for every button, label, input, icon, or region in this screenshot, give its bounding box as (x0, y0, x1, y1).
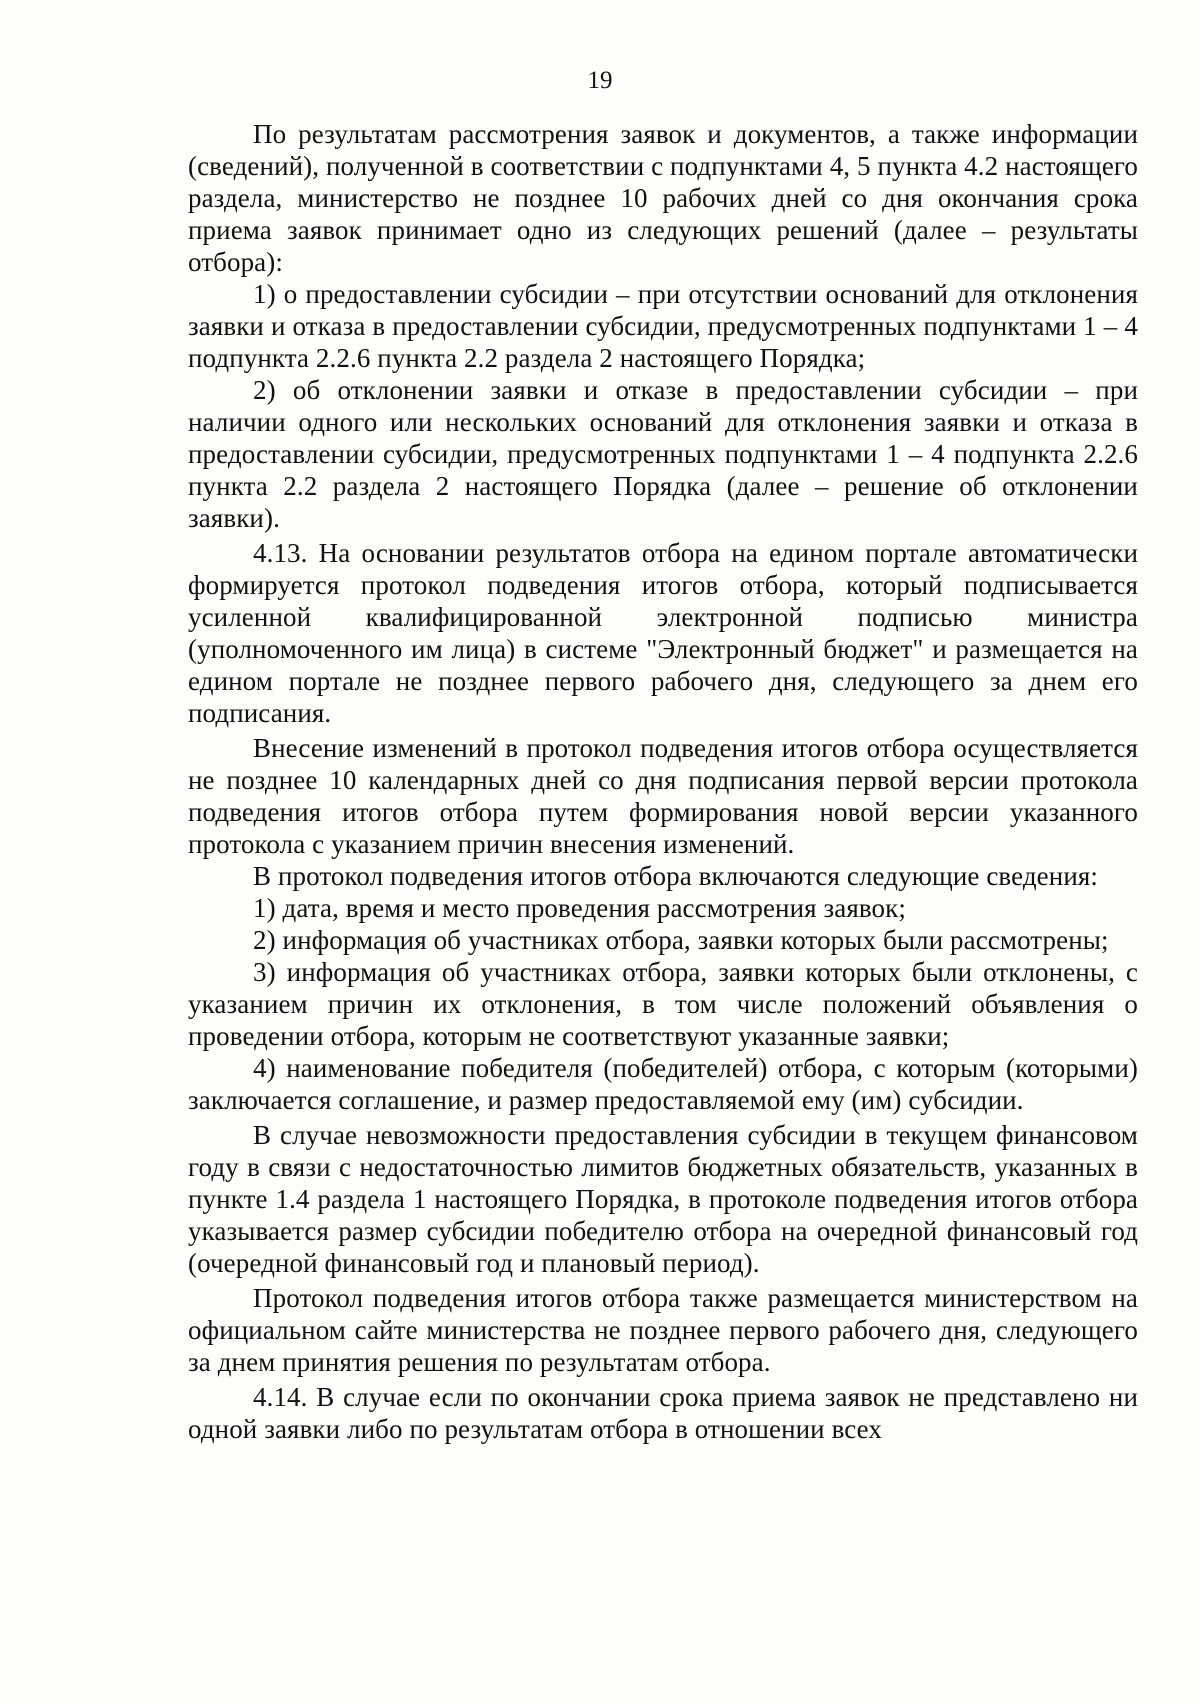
paragraph-clause-4-13: 4.13. На основании результатов отбора на едином портале автоматически формируется протокол подведения итогов отбора, который подписывается усиленной квалифицированной электронной подписью министра (уполномоченного им лица) в системе "Электронный бюджет" и размещается на едином портале не позднее первого рабочего дня, следующего за днем его подписания. (188, 538, 1138, 728)
list-item-reviewed-participants: 2) информация об участниках отбора, заявки которых были рассмотрены; (253, 925, 1109, 955)
paragraph-clause-4-14: 4.14. В случае если по окончании срока приема заявок не представлено ни одной заявки либо по результатам отбора в отношении всех (188, 1382, 1138, 1444)
list-item-date-time-place: 1) дата, время и место проведения рассмотрения заявок; (253, 893, 906, 923)
paragraph-protocol-publication: Протокол подведения итогов отбора также размещается министерством на официальном сайте министерства не позднее первого рабочего дня, следующего за днем принятия решения по результатам отбора. (188, 1283, 1138, 1377)
paragraph-selection-results: По результатам рассмотрения заявок и документов, а также информации (сведений), полученной в соответствии с подпунктами 4, 5 пункта 4.2 настоящего раздела, министерство не позднее 10 рабочих дней со дня окончания срока приема заявок принимает одно из следующих решений (далее – результаты отбора): (188, 119, 1139, 277)
page-number: 19 (587, 67, 613, 94)
paragraph-insufficient-limits: В случае невозможности предоставления субсидии в текущем финансовом году в связи с недостаточностью лимитов бюджетных обязательств, указанных в пункте 1.4 раздела 1 настоящего Порядка, в протоколе подведения итогов отбора указывается размер субсидии победителю отбора на очередной финансовый год (очередной финансовый год и плановый период). (188, 1120, 1138, 1278)
paragraph-protocol-changes: Внесение изменений в протокол подведения итогов отбора осуществляется не позднее 10 календарных дней со дня подписания первой версии протокола подведения итогов отбора путем формирования новой версии указанного протокола с указанием причин внесения изменений. (188, 733, 1138, 859)
paragraph-decision-reject: 2) об отклонении заявки и отказе в предоставлении субсидии – при наличии одного или нескольких оснований для отклонения заявки и отказа в предоставлении субсидии, предусмотренных подпунктами 1 – 4 подпункта 2.2.6 пункта 2.2 раздела 2 настоящего Порядка (далее – решение об отклонении заявки). (188, 375, 1138, 533)
list-item-rejected-participants: 3) информация об участниках отбора, заявки которых были отклонены, с указанием причин их отклонения, в том числе положений объявления о проведении отбора, которым не соответствуют указанные заявки; (188, 957, 1138, 1051)
paragraph-protocol-contents-intro: В протокол подведения итогов отбора включаются следующие сведения: (253, 861, 1098, 891)
document-body (188, 118, 1138, 1445)
list-item-winner: 4) наименование победителя (победителей) отбора, с которым (которыми) заключается соглашение, и размер предоставляемой ему (им) субсидии. (188, 1053, 1138, 1115)
paragraph-decision-grant: 1) о предоставлении субсидии – при отсутствии оснований для отклонения заявки и отказа в предоставлении субсидии, предусмотренных подпунктами 1 – 4 подпункта 2.2.6 пункта 2.2 раздела 2 настоящего Порядка; (188, 279, 1138, 373)
